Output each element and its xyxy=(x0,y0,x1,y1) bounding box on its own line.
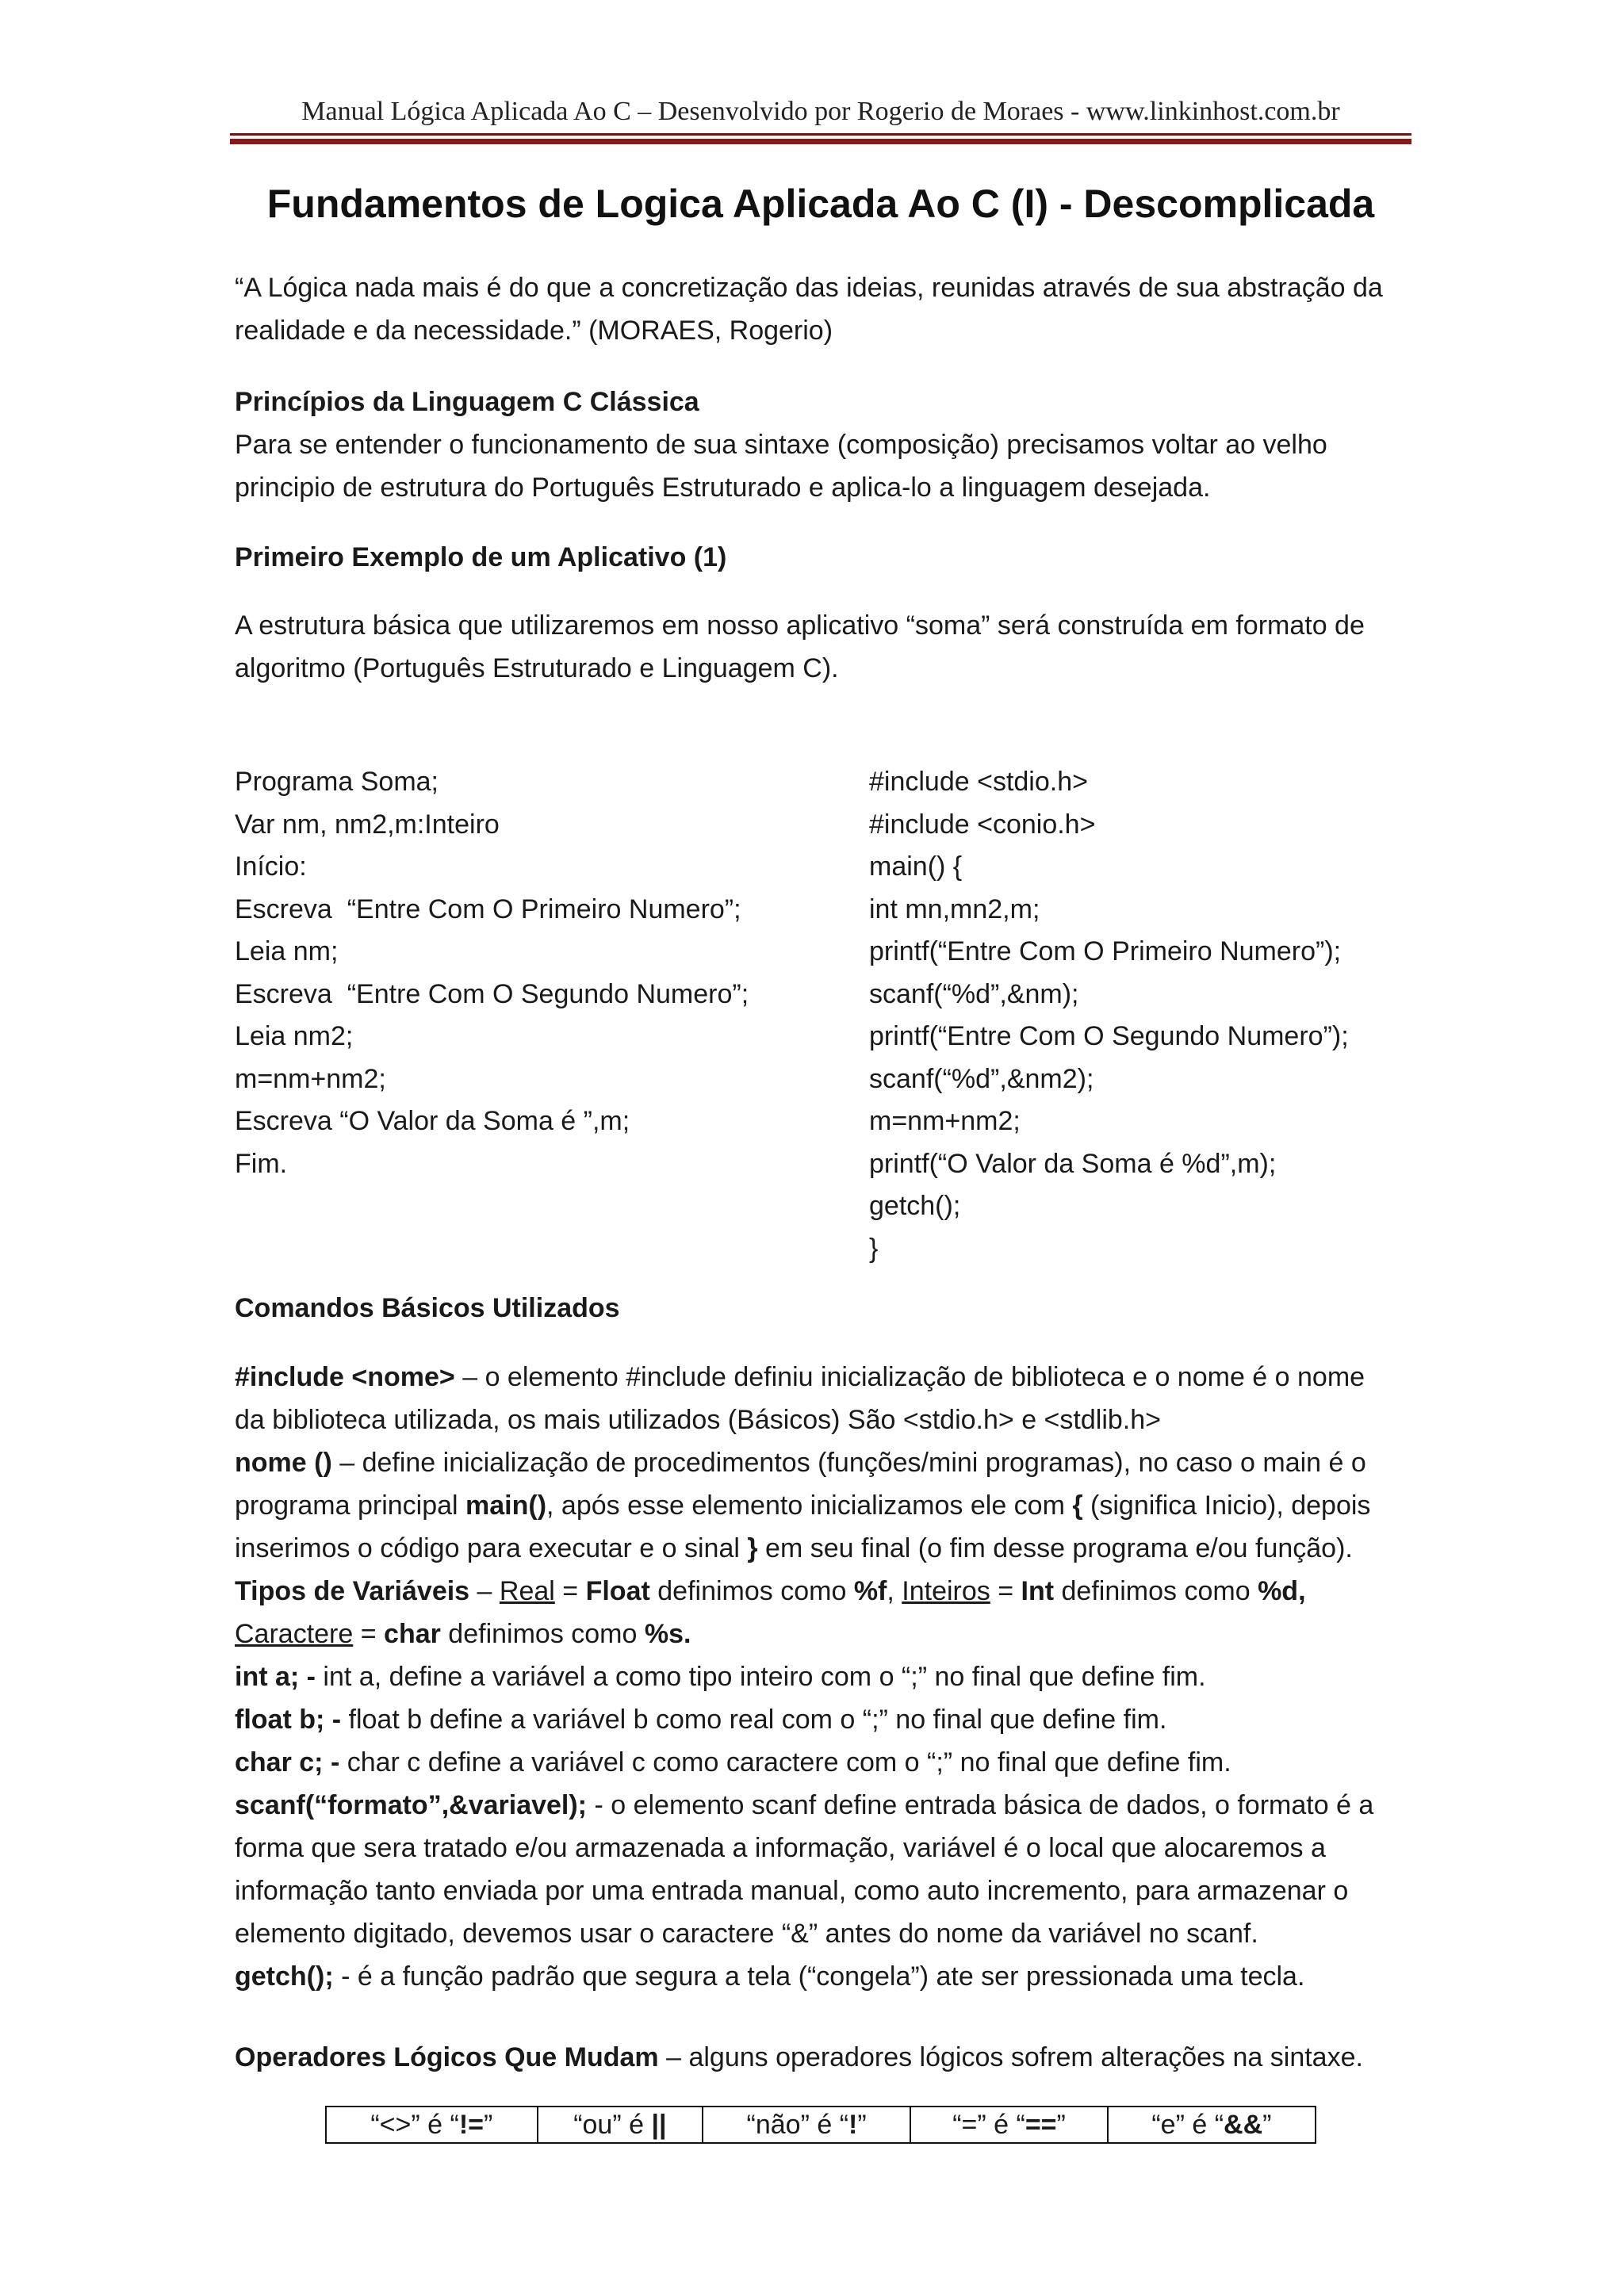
real-term: Real xyxy=(499,1576,555,1606)
int-term: int a; - xyxy=(235,1662,316,1692)
pseudo-code-line: Escreva “Entre Com O Primeiro Numero”; xyxy=(235,894,741,924)
include-line-2: da biblioteca utilizada, os mais utilizados (Básicos) São <stdio.h> e <stdlib.h> xyxy=(235,1405,1161,1435)
c-code-line: printf(“O Valor da Soma é %d”,m); xyxy=(869,1148,1277,1179)
def-1: definimos como xyxy=(649,1576,854,1606)
pseudo-code-line: m=nm+nm2; xyxy=(235,1063,386,1094)
pseudo-code-line: Programa Soma; xyxy=(235,767,439,797)
float-line xyxy=(235,1698,1416,1741)
operators-table xyxy=(325,2106,1316,2144)
tipos-line-2 xyxy=(235,1613,1416,1655)
nome-text-2b: , após esse elemento inicializamos ele com xyxy=(546,1490,1073,1521)
nome-text-1: – define inicialização de procedimentos (funções/mini programas), no caso o main é o xyxy=(331,1448,1366,1478)
char-line xyxy=(235,1741,1416,1784)
nome-line-2 xyxy=(235,1484,1416,1527)
tipos-line-1 xyxy=(235,1570,1416,1613)
principios-section xyxy=(235,381,1416,509)
c-code-line: m=nm+nm2; xyxy=(869,1106,1021,1136)
brace-open: { xyxy=(1072,1490,1083,1521)
operator-label: “<>” é “ xyxy=(370,2109,459,2140)
exemplo-line-2: algoritmo (Português Estruturado e Linguagem C). xyxy=(235,653,839,683)
pseudo-code-line: Leia nm; xyxy=(235,936,339,966)
main-term: main() xyxy=(465,1490,547,1521)
principios-line-1: Para se entender o funcionamento de sua sintaxe (composição) precisamos voltar ao velho xyxy=(235,430,1327,460)
scanf-line-4: elemento digitado, devemos usar o caractere “&” antes do nome da variável no scanf. xyxy=(235,1919,1258,1949)
brace-close: } xyxy=(747,1533,758,1563)
operator-cell xyxy=(538,2107,703,2143)
comma-2: , xyxy=(1298,1576,1306,1606)
format-d: %d xyxy=(1258,1576,1299,1606)
def-3: definimos como xyxy=(440,1619,645,1649)
eq-1: = xyxy=(554,1576,586,1606)
operator-cell xyxy=(703,2107,910,2143)
operator-quote: ” xyxy=(484,2109,493,2140)
c-code-line: #include <stdio.h> xyxy=(869,767,1088,797)
float-term: float b; - xyxy=(235,1705,342,1735)
eq-3: = xyxy=(353,1619,385,1649)
c-code-line: printf(“Entre Com O Segundo Numero”); xyxy=(869,1021,1349,1051)
pseudo-code-line: Escreva “O Valor da Soma é ”,m; xyxy=(235,1106,630,1136)
int-line xyxy=(235,1655,1416,1698)
tipos-dash: – xyxy=(469,1576,500,1606)
inteiros-term: Inteiros xyxy=(902,1576,990,1606)
operator-quote: ” xyxy=(857,2109,867,2140)
int-keyword: Int xyxy=(1021,1576,1055,1606)
c-code-line: } xyxy=(869,1233,879,1264)
pseudo-code-block xyxy=(235,761,749,1185)
operadores-line xyxy=(235,2036,1416,2079)
operator-cell xyxy=(1108,2107,1316,2143)
operator-quote: ” xyxy=(1056,2109,1066,2140)
header-rule-thick xyxy=(230,139,1411,144)
eq-2: = xyxy=(990,1576,1021,1606)
principios-line-2: principio de estrutura do Português Estruturado e aplica-lo a linguagem desejada. xyxy=(235,473,1211,503)
operadores-text: – alguns operadores lógicos sofrem alterações na sintaxe. xyxy=(658,2042,1363,2072)
char-text: char c define a variável c como caractere com o “;” no final que define fim. xyxy=(339,1747,1231,1777)
scanf-line-3: informação tanto enviada por uma entrada manual, como auto incremento, para armazenar o xyxy=(235,1876,1349,1906)
float-text: float b define a variável b como real com o “;” no final que define fim. xyxy=(341,1705,1167,1735)
pseudo-code-line: Início: xyxy=(235,851,307,882)
scanf-term: scanf(“formato”,&variavel); xyxy=(235,1790,588,1820)
exemplo-paragraph xyxy=(235,604,1416,690)
include-line-1 xyxy=(235,1356,1416,1399)
scanf-line-2: forma que sera tratado e/ou armazenada a informação, variável é o local que alocaremos a xyxy=(235,1833,1326,1863)
quote-paragraph xyxy=(235,266,1416,352)
c-code-line: getch(); xyxy=(869,1191,961,1221)
comandos-heading-text: Comandos Básicos Utilizados xyxy=(235,1293,620,1323)
c-code-line: scanf(“%d”,&nm); xyxy=(869,978,1079,1009)
nome-text-2a: programa principal xyxy=(235,1490,466,1521)
operator-cell xyxy=(326,2107,538,2143)
operator-label: “=” é “ xyxy=(952,2109,1025,2140)
operator-quote: ” xyxy=(1262,2109,1272,2140)
nome-term: nome () xyxy=(235,1448,332,1478)
pseudo-code-line: Leia nm2; xyxy=(235,1021,354,1051)
pseudo-code-line: Var nm, nm2,m:Inteiro xyxy=(235,809,500,840)
getch-line xyxy=(235,1955,1416,1998)
operator-symbol: || xyxy=(651,2109,667,2140)
c-code-line: scanf(“%d”,&nm2); xyxy=(869,1063,1094,1094)
nome-text-3b: em seu final (o fim desse programa e/ou função). xyxy=(757,1533,1353,1563)
c-code-block xyxy=(869,761,1349,1270)
int-text: int a, define a variável a como tipo inteiro com o “;” no final que define fim. xyxy=(315,1662,1206,1692)
document-title: Fundamentos de Logica Aplicada Ao C (I) - Descomplicada xyxy=(266,182,1375,226)
operator-symbol: ! xyxy=(848,2109,858,2140)
dot: . xyxy=(684,1619,691,1649)
scanf-text-1: - o elemento scanf define entrada básica de dados, o formato é a xyxy=(587,1790,1374,1820)
comandos-heading xyxy=(235,1287,1416,1330)
operadores-heading: Operadores Lógicos Que Mudam xyxy=(235,2042,659,2072)
format-f: %f xyxy=(853,1576,887,1606)
operator-label: “e” é “ xyxy=(1151,2109,1224,2140)
operator-symbol: != xyxy=(458,2109,484,2140)
comandos-body xyxy=(235,1356,1416,1998)
getch-term: getch(); xyxy=(235,1961,334,1992)
c-code-line: printf(“Entre Com O Primeiro Numero”); xyxy=(869,936,1342,966)
scanf-line-1 xyxy=(235,1784,1416,1827)
format-s: %s xyxy=(644,1619,684,1649)
nome-line-1 xyxy=(235,1441,1416,1484)
char-keyword: char xyxy=(384,1619,441,1649)
tipos-term: Tipos de Variáveis xyxy=(235,1576,470,1606)
header-rule-thin xyxy=(230,133,1411,136)
exemplo-line-1: A estrutura básica que utilizaremos em nosso aplicativo “soma” será construída em formato de xyxy=(235,610,1365,641)
exemplo-heading xyxy=(235,536,1416,579)
operator-symbol: && xyxy=(1224,2109,1263,2140)
operator-label: “não” é “ xyxy=(746,2109,849,2140)
include-text-1: – o elemento #include definiu inicialização de biblioteca e o nome é o nome xyxy=(454,1362,1365,1392)
page-header: Manual Lógica Aplicada Ao C – Desenvolvido por Rogerio de Moraes - www.linkinhost.com.br xyxy=(301,97,1340,126)
pseudo-code-line: Escreva “Entre Com O Segundo Numero”; xyxy=(235,978,749,1009)
operator-symbol: == xyxy=(1025,2109,1057,2140)
nome-line-3 xyxy=(235,1527,1416,1570)
principios-heading: Princípios da Linguagem C Clássica xyxy=(235,387,699,417)
c-code-line: #include <conio.h> xyxy=(869,809,1096,840)
getch-text: - é a função padrão que segura a tela (“congela”) ate ser pressionada uma tecla. xyxy=(333,1961,1305,1992)
c-code-line: main() { xyxy=(869,851,963,882)
operator-cell xyxy=(910,2107,1108,2143)
quote-line-2: realidade e da necessidade.” (MORAES, Rogerio) xyxy=(235,316,833,346)
operator-label: “ou” é xyxy=(573,2109,652,2140)
quote-line-1: “A Lógica nada mais é do que a concretização das ideias, reunidas através de sua abstração da xyxy=(235,273,1383,303)
comma-1: , xyxy=(887,1576,902,1606)
include-term: #include <nome> xyxy=(235,1362,455,1392)
caractere-term: Caractere xyxy=(235,1619,354,1649)
nome-text-2c: (significa Inicio), depois xyxy=(1082,1490,1371,1521)
exemplo-heading-text: Primeiro Exemplo de um Aplicativo (1) xyxy=(235,542,727,572)
char-term: char c; - xyxy=(235,1747,340,1777)
pseudo-code-line: Fim. xyxy=(235,1148,288,1179)
float-keyword: Float xyxy=(585,1576,650,1606)
operators-row xyxy=(326,2107,1316,2143)
c-code-line: int mn,mn2,m; xyxy=(869,894,1040,924)
def-2: definimos como xyxy=(1054,1576,1258,1606)
nome-text-3a: inserimos o código para executar e o sinal xyxy=(235,1533,748,1563)
